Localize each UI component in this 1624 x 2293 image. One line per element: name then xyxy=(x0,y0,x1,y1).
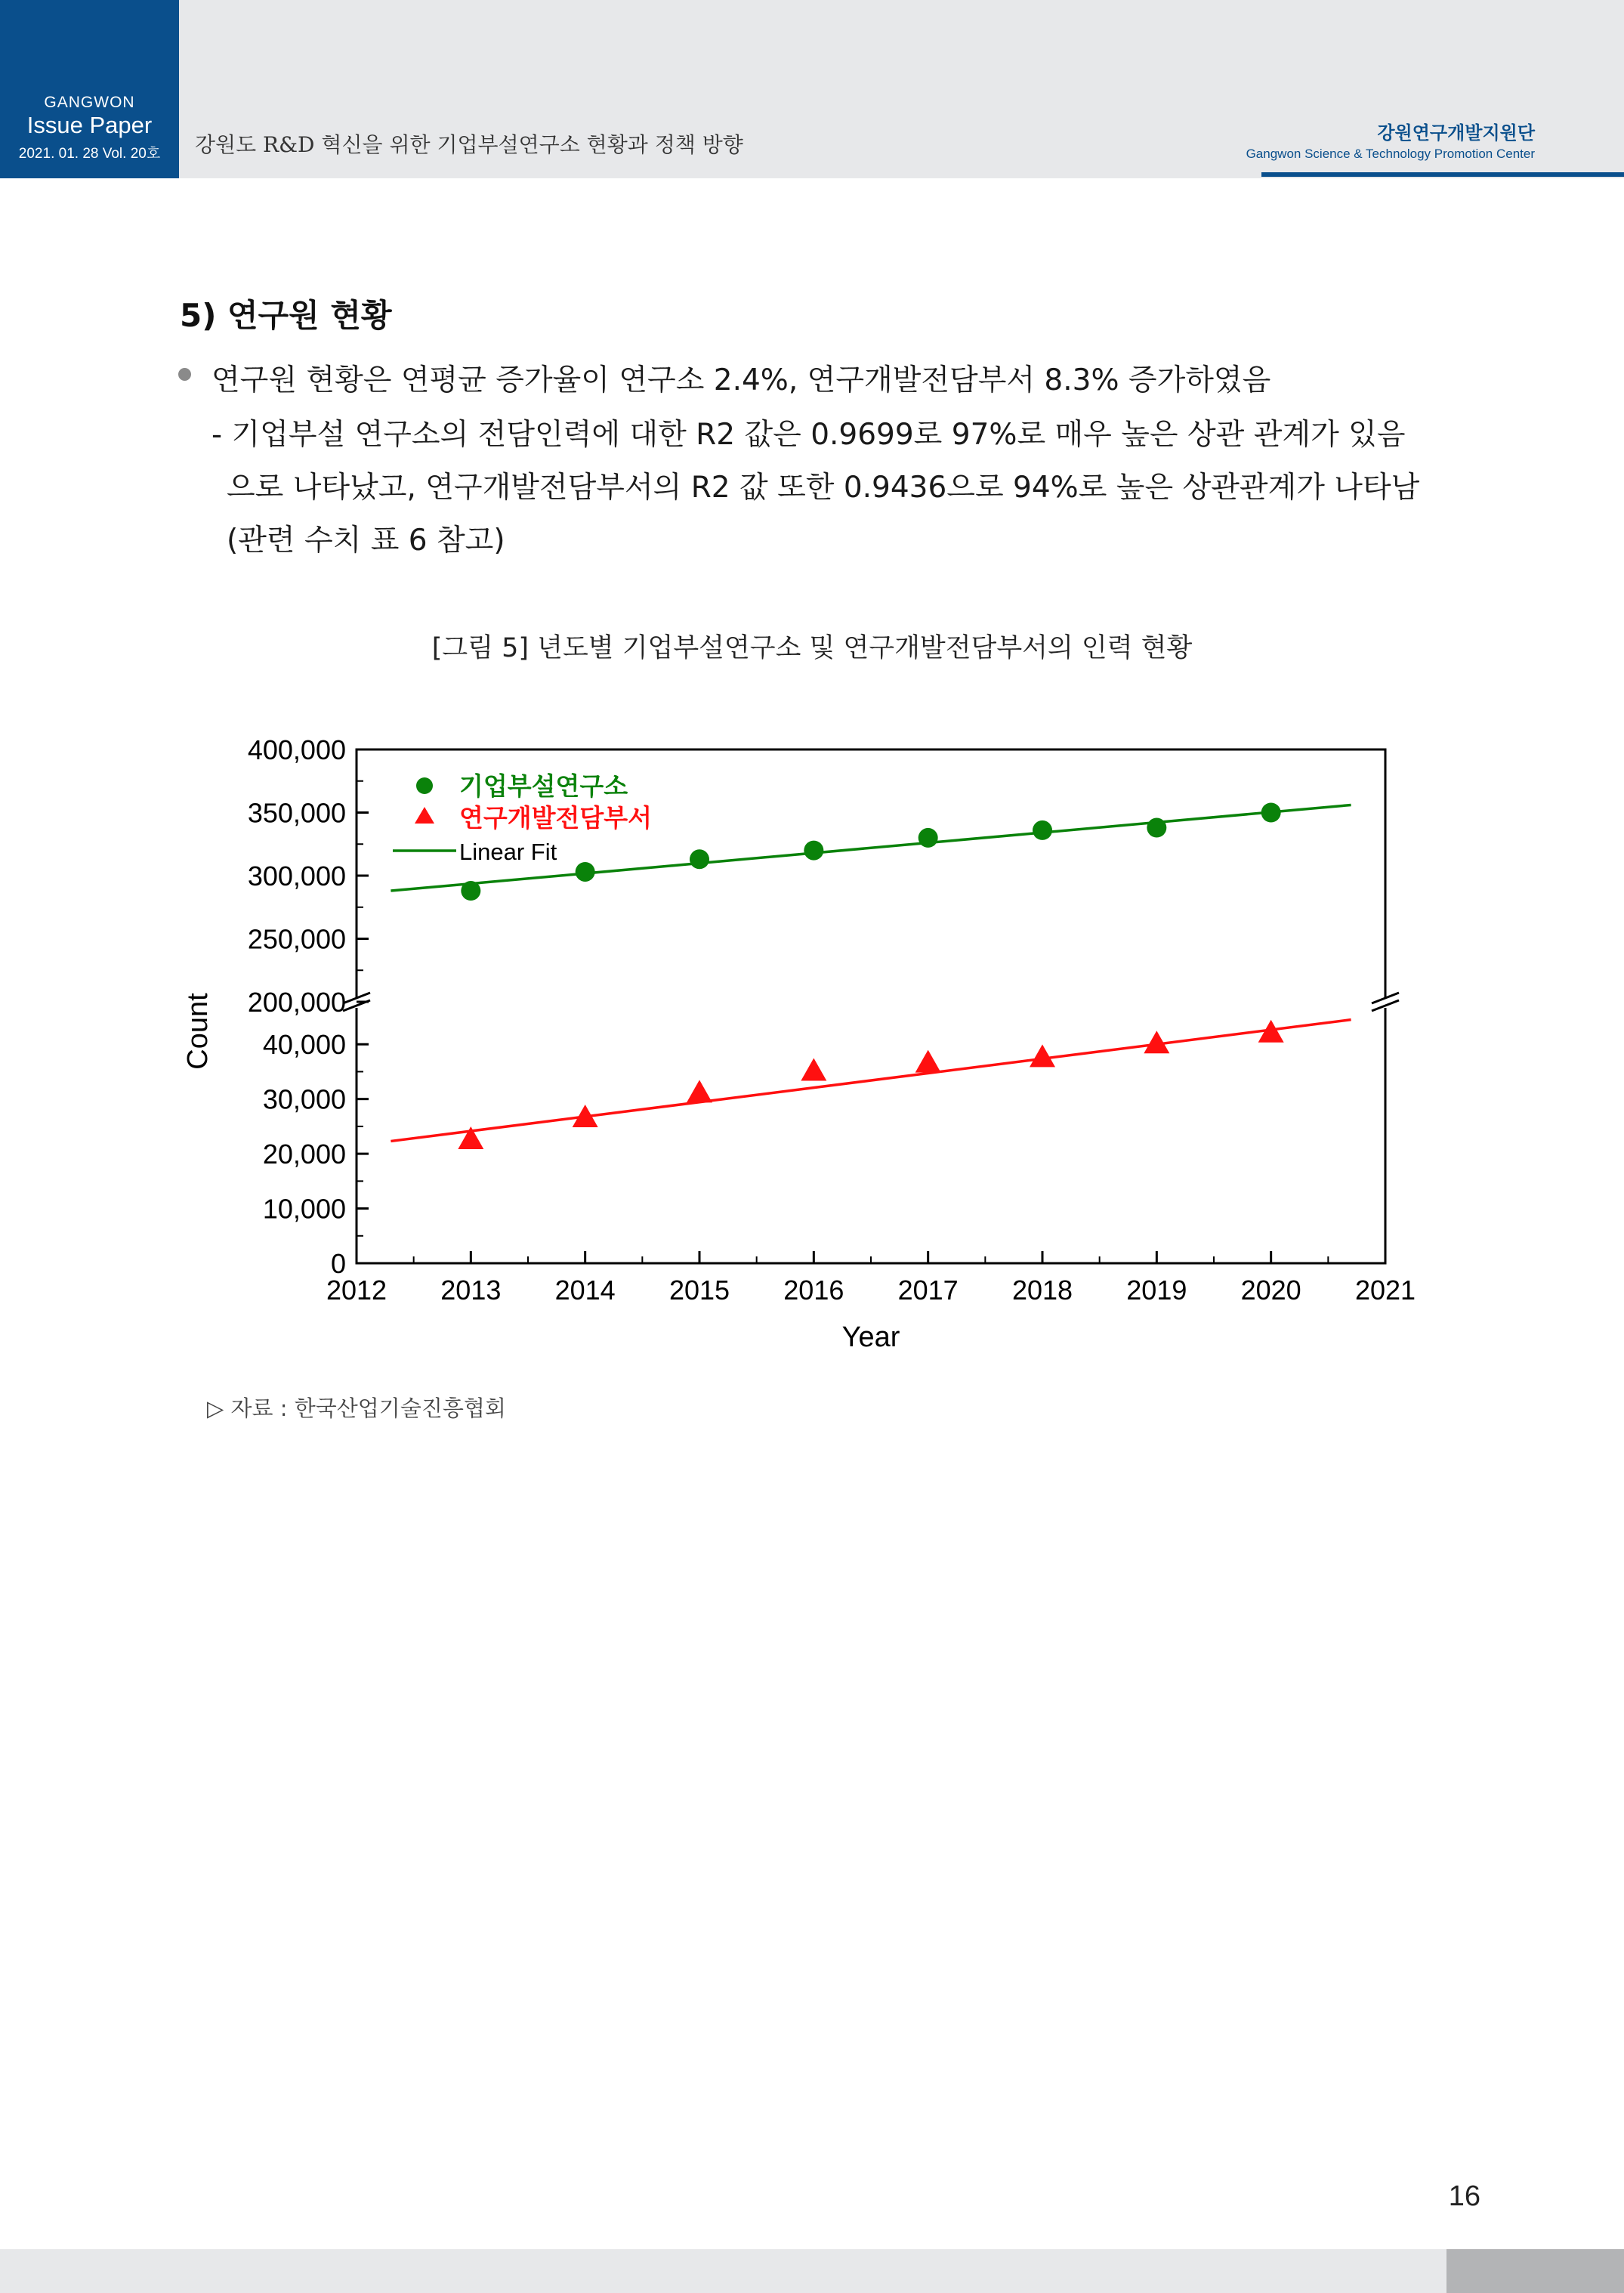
y-tick-label: 30,000 xyxy=(262,1083,346,1115)
brand-main: Issue Paper xyxy=(26,112,153,138)
data-point-lab xyxy=(919,828,938,848)
page-number: 16 xyxy=(1448,2180,1480,2212)
sub-bullet-line-3: (관련 수치 표 6 참고) xyxy=(227,524,505,558)
x-tick-label: 2013 xyxy=(440,1275,502,1306)
brand-date: 2021. 01. 28 Vol. 20호 xyxy=(18,146,161,162)
data-point-dept xyxy=(687,1080,712,1102)
y-tick-label: 10,000 xyxy=(262,1193,346,1225)
data-point-dept xyxy=(801,1058,826,1080)
x-tick-label: 2018 xyxy=(1011,1275,1073,1306)
x-tick-label: 2012 xyxy=(326,1275,387,1306)
data-point-dept xyxy=(1030,1044,1055,1067)
sub-bullet-line-2: 으로 나타났고, 연구개발전담부서의 R2 값 또한 0.9436으로 94%로 높은 상관관계가 나타남 xyxy=(227,471,1420,505)
y-tick-label: 400,000 xyxy=(247,734,346,765)
legend-label-lab: 기업부설연구소 xyxy=(459,771,628,801)
section-title: 5) 연구원 현황 xyxy=(180,297,392,334)
y-tick-label: 250,000 xyxy=(247,923,346,955)
data-point-dept xyxy=(915,1050,941,1073)
y-tick-label: 40,000 xyxy=(262,1029,346,1061)
brand-top: GANGWON xyxy=(44,94,135,111)
researcher-count-chart xyxy=(174,725,1428,1367)
issue-paper-badge xyxy=(0,0,179,178)
organization-underline xyxy=(1261,172,1624,177)
y-tick-label: 350,000 xyxy=(247,797,346,829)
x-tick-label: 2016 xyxy=(783,1275,844,1306)
y-tick-label: 0 xyxy=(330,1248,346,1279)
x-tick-label: 2021 xyxy=(1354,1275,1416,1306)
data-point-lab xyxy=(690,849,709,869)
data-point-lab xyxy=(1033,820,1052,840)
data-point-lab xyxy=(804,841,823,861)
data-point-lab xyxy=(576,862,595,882)
document-title: 강원도 R&D 혁신을 위한 기업부설연구소 현황과 정책 방향 xyxy=(195,132,743,157)
y-tick-label: 300,000 xyxy=(247,861,346,892)
x-axis-label: Year xyxy=(841,1321,900,1353)
x-tick-label: 2014 xyxy=(554,1275,616,1306)
x-tick-label: 2020 xyxy=(1240,1275,1301,1306)
bullet-icon xyxy=(178,368,191,381)
x-tick-label: 2015 xyxy=(668,1275,730,1306)
sub-bullet-line-1: - 기업부설 연구소의 전담인력에 대한 R2 값은 0.9699로 97%로 매우 높은 상관 관계가 있음 xyxy=(211,418,1406,452)
data-point-lab xyxy=(1147,818,1166,838)
data-point-lab xyxy=(461,881,480,901)
legend-marker-lab xyxy=(416,777,433,794)
y-axis-label: Count xyxy=(182,993,214,1070)
bullet-text: 연구원 현황은 연평균 증가율이 연구소 2.4%, 연구개발전담부서 8.3% 증가하였음 xyxy=(211,363,1271,397)
legend-marker-dept xyxy=(415,807,434,824)
data-point-lab xyxy=(1261,803,1281,823)
figure-caption: [그림 5] 년도별 기업부설연구소 및 연구개발전담부서의 인력 현황 xyxy=(431,633,1193,663)
figure-source: ▷ 자료 : 한국산업기술진흥협회 xyxy=(207,1395,506,1421)
legend-label-dept: 연구개발전담부서 xyxy=(459,803,653,833)
footer-band xyxy=(0,2249,1624,2293)
x-tick-label: 2017 xyxy=(897,1275,959,1306)
fit-line-dept xyxy=(391,1020,1351,1142)
organization-subtitle: Gangwon Science & Technology Promotion Center xyxy=(1246,147,1535,161)
organization-name: 강원연구개발지원단 xyxy=(1377,122,1535,144)
y-tick-label: 20,000 xyxy=(262,1139,346,1170)
x-tick-label: 2019 xyxy=(1126,1275,1187,1306)
legend-label-fit: Linear Fit xyxy=(459,839,557,865)
y-tick-label: 200,000 xyxy=(247,987,346,1018)
footer-block xyxy=(1446,2249,1624,2293)
